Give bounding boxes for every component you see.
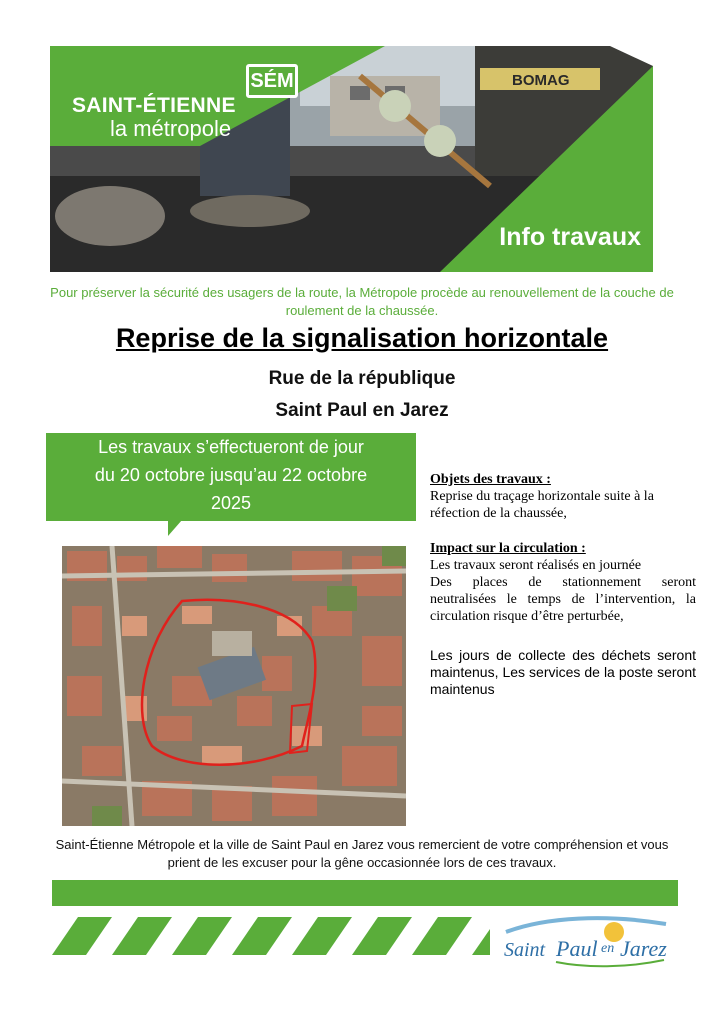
logo-word-paul: Paul	[556, 936, 598, 961]
intro-text: Pour préserver la sécurité des usagers de la route, la Métropole procède au renouvellement de la couche de roulement de la chaussée.	[50, 285, 674, 318]
machine-brand-text: BOMAG	[512, 72, 570, 89]
org-name-line1: SAINT-ÉTIENNE	[72, 94, 236, 117]
logo-word-jarez: Jarez	[620, 936, 667, 961]
dates-line-2: du 20 octobre jusqu’au 22 octobre	[94, 465, 368, 485]
callout-tail	[168, 520, 182, 536]
org-name-line2: la métropole	[110, 116, 232, 141]
dates-line-1: Les travaux s’effectueront de jour	[98, 437, 364, 457]
impact-line-2: Des places de stationnement seront neutralisées le temps de l’intervention, la circulation risque d’être perturbée,	[430, 575, 696, 624]
dates-line-3: 2025	[210, 493, 252, 513]
impact-heading: Impact sur la circulation :	[430, 541, 586, 556]
logo-word-en: en	[601, 941, 615, 956]
collecte-text: Les jours de collecte des déchets seront maintenus, Les services de la poste seront maintenus	[430, 647, 696, 697]
objets-body: Reprise du traçage horizontale suite à la réfection de la chaussée,	[430, 489, 654, 521]
objets-heading: Objets des travaux :	[430, 472, 551, 487]
footer-green-bar	[52, 880, 678, 906]
header-banner	[50, 46, 653, 272]
thanks-text: Saint-Étienne Métropole et la ville de Saint Paul en Jarez vous remercient de votre compréhension et vous prient de les excuser pour la gêne occasionnée lors de ces travaux.	[55, 837, 669, 870]
logo-word-saint: Saint	[504, 939, 546, 961]
aerial-map	[62, 546, 406, 826]
page-title: Reprise de la signalisation horizontale	[115, 323, 609, 353]
objets-section	[430, 472, 696, 522]
dates-callout	[46, 433, 416, 521]
town-name: Saint Paul en Jarez	[275, 400, 449, 421]
saint-paul-en-jarez-logo	[496, 912, 672, 970]
sem-badge: SÉM	[246, 64, 298, 98]
info-travaux-label: Info travaux	[499, 223, 641, 251]
impact-section	[430, 541, 696, 625]
impact-line-1: Les travaux seront réalisés en journée	[430, 558, 642, 573]
footer-stripes	[52, 917, 490, 955]
street-name: Rue de la république	[268, 368, 456, 389]
